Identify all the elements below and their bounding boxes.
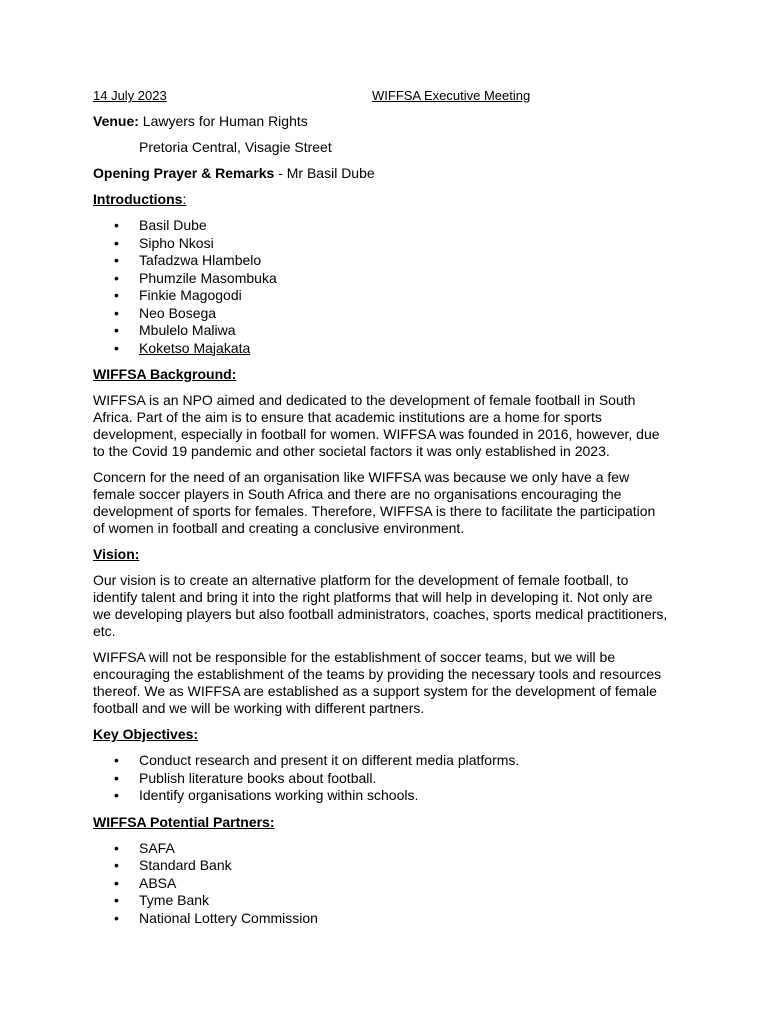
partners-list — [93, 840, 683, 928]
bullet-icon: • — [114, 252, 119, 268]
bullet-icon: • — [114, 339, 119, 356]
attendee-name: Phumzile Masombuka — [139, 269, 277, 286]
paragraph-line: female soccer players in South Africa and there are no organisations encouraging the — [93, 486, 622, 502]
list-item — [93, 770, 683, 788]
paragraph-line: football and we will be working with different partners. — [93, 700, 425, 716]
list-item — [93, 752, 683, 770]
bullet-icon: • — [114, 857, 119, 873]
list-item — [93, 340, 683, 358]
paragraph-line: Concern for the need of an organisation like WIFFSA was because we only have a few — [93, 469, 630, 485]
paragraph-line: Africa. Part of the aim is to ensure that academic institutions are a home for sports — [93, 409, 602, 425]
meeting-title: WIFFSA Executive Meeting — [372, 88, 531, 103]
document-body — [93, 113, 683, 936]
paragraph-line: etc. — [93, 623, 116, 639]
bullet-icon: • — [114, 769, 119, 786]
list-item — [93, 875, 683, 893]
list-item — [93, 235, 683, 253]
opening-prayer-speaker: - Mr Basil Dube — [278, 165, 375, 181]
paragraph-line: development of sports for females. Therefore, WIFFSA is there to facilitate the participation — [93, 503, 656, 519]
list-item — [93, 287, 683, 305]
attendee-name: Tafadzwa Hlambelo — [139, 252, 262, 268]
list-item — [93, 892, 683, 910]
attendee-name: Finkie Magogodi — [139, 287, 242, 303]
bullet-icon: • — [114, 269, 119, 286]
bullet-icon: • — [114, 909, 119, 926]
list-item — [93, 270, 683, 288]
attendee-name: Koketso Majakata — [139, 339, 251, 356]
list-item — [93, 857, 683, 875]
partner-name: Tyme Bank — [139, 892, 210, 908]
bullet-icon: • — [114, 304, 119, 321]
bullet-icon: • — [114, 287, 119, 303]
venue-address: Pretoria Central, Visagie Street — [139, 139, 332, 155]
paragraph-line: encouraging the establishment of the teams by providing the necessary tools and resources — [93, 666, 662, 682]
attendee-name: Basil Dube — [139, 217, 207, 233]
bullet-icon: • — [114, 892, 119, 908]
list-item — [93, 910, 683, 928]
paragraph-line: we developing players but also football administrators, coaches, sports medical practitioners, — [93, 606, 668, 622]
paragraph-line: development, especially in football for women. WIFFSA was founded in 2016, however, due — [93, 426, 660, 442]
bullet-icon: • — [114, 752, 119, 768]
background-paragraph-2 — [93, 469, 683, 537]
partner-name: National Lottery Commission — [139, 909, 318, 926]
vision-paragraph-1 — [93, 572, 683, 640]
objective-text: Conduct research and present it on different media platforms. — [139, 752, 520, 768]
paragraph-line: WIFFSA is an NPO aimed and dedicated to the development of female football in South — [93, 392, 636, 408]
objectives-list — [93, 752, 683, 805]
vision-heading: Vision: — [93, 546, 140, 562]
background-paragraph-1 — [93, 392, 683, 460]
venue-name: Lawyers for Human Rights — [142, 113, 308, 129]
introductions-heading — [93, 191, 683, 208]
attendee-name: Neo Bosega — [139, 304, 217, 321]
list-item — [93, 305, 683, 323]
paragraph-line: thereof. We as WIFFSA are established as a support system for the development of female — [93, 683, 657, 699]
attendee-name: Mbulelo Maliwa — [139, 322, 236, 338]
bullet-icon: • — [114, 322, 119, 338]
opening-prayer-line — [93, 165, 683, 182]
venue-label: Venue: — [93, 113, 139, 129]
partner-name: Standard Bank — [139, 857, 232, 873]
bullet-icon: • — [114, 874, 119, 891]
bullet-icon: • — [114, 234, 119, 251]
bullet-icon: • — [114, 839, 119, 856]
partner-name: ABSA — [139, 874, 177, 891]
introductions-list — [93, 217, 683, 357]
meeting-date: 14 July 2023 — [93, 88, 167, 103]
background-heading: WIFFSA Background: — [93, 366, 237, 382]
list-item — [93, 252, 683, 270]
bullet-icon: • — [114, 787, 119, 803]
partners-heading: WIFFSA Potential Partners: — [93, 813, 275, 830]
venue-line — [93, 113, 683, 130]
objective-text: Identify organisations working within schools. — [139, 787, 419, 803]
vision-paragraph-2 — [93, 649, 683, 717]
objective-text: Publish literature books about football. — [139, 769, 377, 786]
list-item — [93, 217, 683, 235]
list-item — [93, 840, 683, 858]
document-header — [93, 88, 693, 106]
bullet-icon: • — [114, 217, 119, 233]
introductions-heading-text: Introductions — [93, 191, 183, 207]
paragraph-line: Our vision is to create an alternative platform for the development of female football, to — [93, 572, 629, 588]
paragraph-line: to the Covid 19 pandemic and other societal factors it was only established in 2023. — [93, 443, 610, 459]
objectives-heading: Key Objectives: — [93, 726, 199, 742]
list-item — [93, 322, 683, 340]
opening-prayer-label: Opening Prayer & Remarks — [93, 165, 275, 181]
introductions-heading-colon: : — [182, 191, 187, 207]
attendee-name: Sipho Nkosi — [139, 234, 214, 251]
paragraph-line: identify talent and bring it into the right platforms that will help in developing it. Not only are — [93, 589, 653, 605]
paragraph-line: WIFFSA will not be responsible for the establishment of soccer teams, but we will be — [93, 649, 616, 665]
list-item — [93, 787, 683, 805]
partner-name: SAFA — [139, 839, 175, 856]
paragraph-line: of women in football and creating a conclusive environment. — [93, 520, 465, 536]
